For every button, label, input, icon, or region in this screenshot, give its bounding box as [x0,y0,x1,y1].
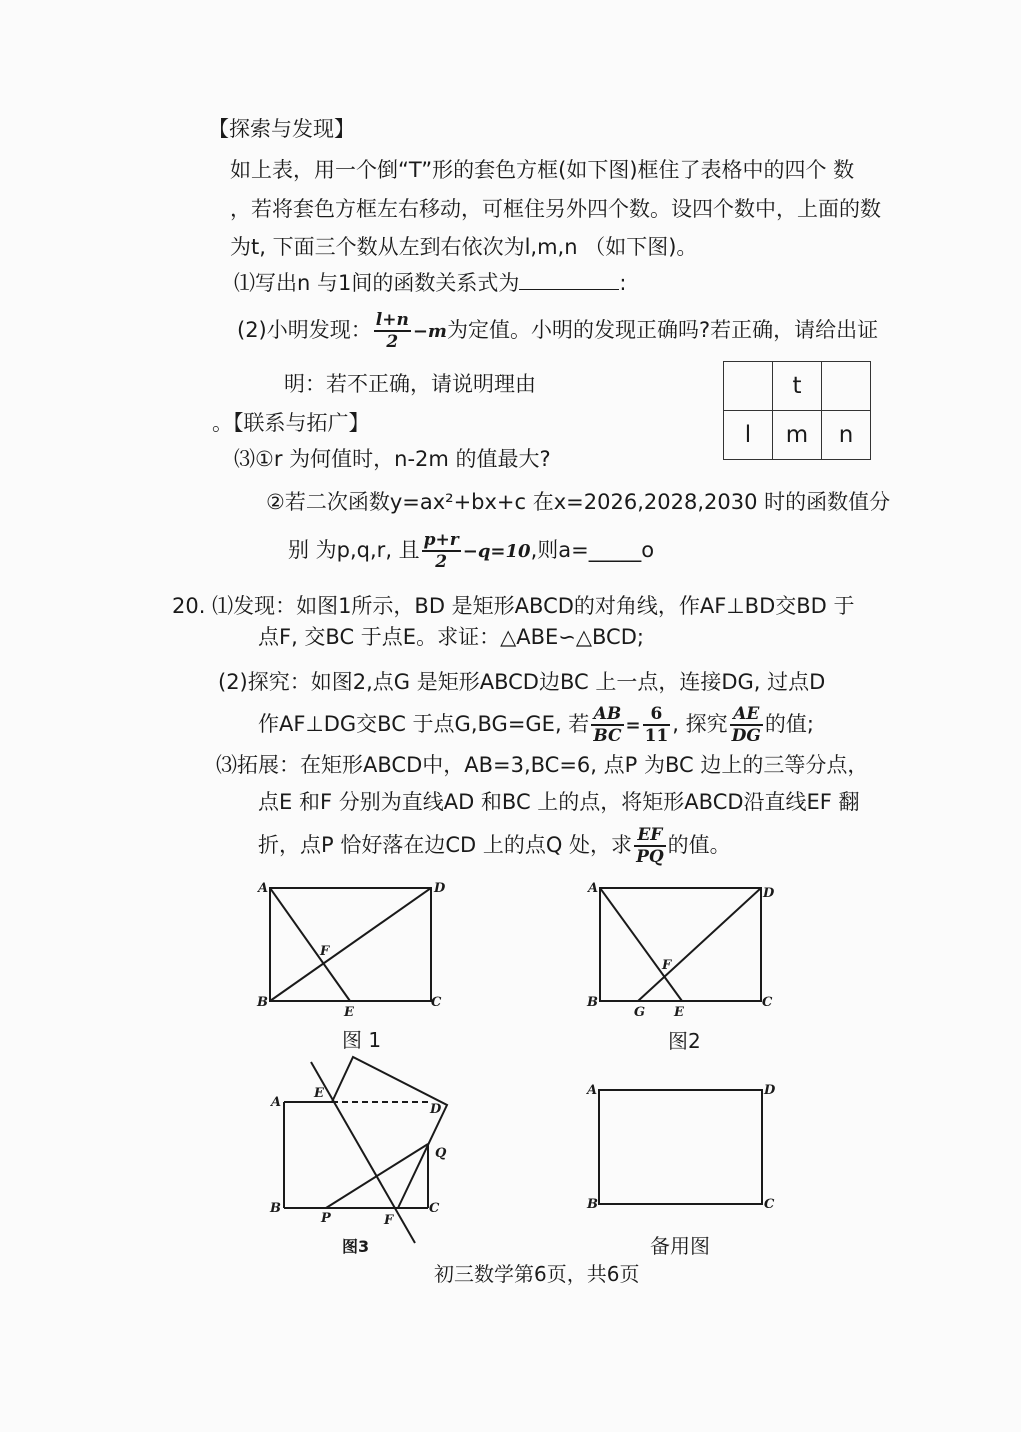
question-1 [234,268,626,298]
fig3-label-q: Q [435,1146,447,1161]
fraction-p-plus-r-over-2: $\frac{p+r}{2}$ [423,530,459,572]
fig1-label-e: E [344,1005,354,1020]
fig3-label-f: F [384,1213,394,1228]
section-extend-heading: 。【联系与拓广】 [212,411,370,435]
section-explore-heading: 【探索与发现】 [208,117,355,141]
fig2-label-d: D [763,886,775,901]
grid-cell [724,362,773,411]
figure-4-diagram [599,1090,762,1204]
grid-cell-m: m [773,411,822,460]
question-2-suffix: 为定值。小明的发现正确吗?若正确，请给出证 [446,318,879,342]
intro-line-1: 如上表，用一个倒“T”形的套色方框(如下图)框住了表格中的四个 数 [230,158,855,182]
answer-blank [519,269,619,290]
figure-2-diagram [600,888,761,1001]
question-1-text: ⑴写出n 与1间的函数关系式为 [234,271,520,295]
figure-1-diagram [270,888,431,1001]
minus-q-equals-10: −q=10 [462,541,531,562]
fig1-label-a: A [258,881,269,896]
grid-cell-n: n [822,411,871,460]
fig2-label-a: A [588,881,599,896]
equals-sign: = [625,715,641,736]
fig3-label-p: P [321,1211,331,1226]
fig3-label-b: B [270,1201,281,1216]
question-1-end: : [619,271,627,295]
question-2 [237,310,878,352]
t-grid-table [723,361,871,460]
q3-2-prefix: 别 为p,q,r, 且 [288,538,420,562]
figure-2-caption: 图2 [668,1029,701,1053]
grid-cell [822,362,871,411]
fraction-6-over-11: $\frac{6}{11}$ [644,704,669,746]
grid-cell-l: l [724,411,773,460]
p20-line-1: 20. ⑴发现：如图1所示，BD 是矩形ABCD的对角线，作AF⊥BD交BD 于 [172,594,855,618]
p20-line-4-prefix: 作AF⊥DG交BC 于点G,BG=GE, 若 [258,712,590,736]
fig2-label-f: F [662,958,672,973]
p20-line-4-mid: , 探究 [672,712,728,736]
fig2-label-b: B [587,995,598,1010]
fraction-l-plus-n-over-2: $\frac{l+n}{2}$ [375,310,409,352]
question-2-line-2: 明：若不正确，请说明理由 [284,372,536,396]
fig4-label-b: B [587,1197,598,1212]
fraction-ae-over-dg: $\frac{AE}{DG}$ [731,704,761,746]
page-footer: 初三数学第6页，共6页 [434,1262,640,1286]
fig4-label-d: D [764,1083,776,1098]
fig2-label-c: C [762,995,773,1010]
intro-line-2: ，若将套色方框左右移动，可框住另外四个数。设四个数中，上面的数 [230,197,881,221]
fig2-label-e: E [674,1005,684,1020]
grid-cell-t: t [773,362,822,411]
minus-m: −m [412,321,447,342]
figure-3-caption: 图3 [342,1237,370,1256]
figure-1-caption: 图 1 [342,1028,382,1052]
fig1-label-b: B [257,995,268,1010]
question-3-part-1: ⑶①r 为何值时，n-2m 的值最大? [234,447,551,471]
fig3-label-a: A [271,1095,282,1110]
p20-line-4 [258,704,814,746]
p20-line-7 [258,825,731,867]
fig1-label-c: C [431,995,442,1010]
figure-4-caption: 备用图 [650,1234,710,1258]
p20-line-3: (2)探究：如图2,点G 是矩形ABCD边BC 上一点，连接DG, 过点D [218,670,826,694]
p20-line-7-suffix: 的值。 [667,833,731,857]
p20-line-4-suffix: 的值; [764,712,814,736]
fig1-label-d: D [434,881,446,896]
fig3-label-d: D [430,1102,442,1117]
question-2-prefix: (2)小明发现： [237,318,372,342]
figure-3-diagram [284,1057,447,1243]
p20-line-6: 点E 和F 分别为直线AD 和BC 上的点，将矩形ABCD沿直线EF 翻 [258,790,860,814]
fraction-ab-over-bc: $\frac{AB}{BC}$ [593,704,622,746]
fraction-ef-over-pq: $\frac{EF}{PQ}$ [636,825,664,867]
fig3-label-c: C [429,1201,440,1216]
fig2-label-g: G [634,1005,646,1020]
p20-line-5: ⑶拓展：在矩形ABCD中，AB=3,BC=6, 点P 为BC 边上的三等分点， [216,753,869,777]
fig1-label-f: F [320,944,330,959]
question-3-part-2-line-2 [288,530,654,572]
question-3-part-2-line-1: ②若二次函数y=ax²+bx+c 在x=2026,2028,2030 时的函数值分 [266,490,891,514]
fig4-label-c: C [764,1197,775,1212]
p20-line-2: 点F, 交BC 于点E。求证：△ABE∽△BCD; [258,625,644,649]
fig4-label-a: A [587,1083,598,1098]
fig3-label-e: E [314,1086,324,1101]
p20-line-7-prefix: 折，点P 恰好落在边CD 上的点Q 处，求 [258,833,633,857]
q3-2-suffix: ,则a=_____o [530,538,655,562]
intro-line-3: 为t, 下面三个数从左到右依次为l,m,n （如下图)。 [230,235,698,259]
